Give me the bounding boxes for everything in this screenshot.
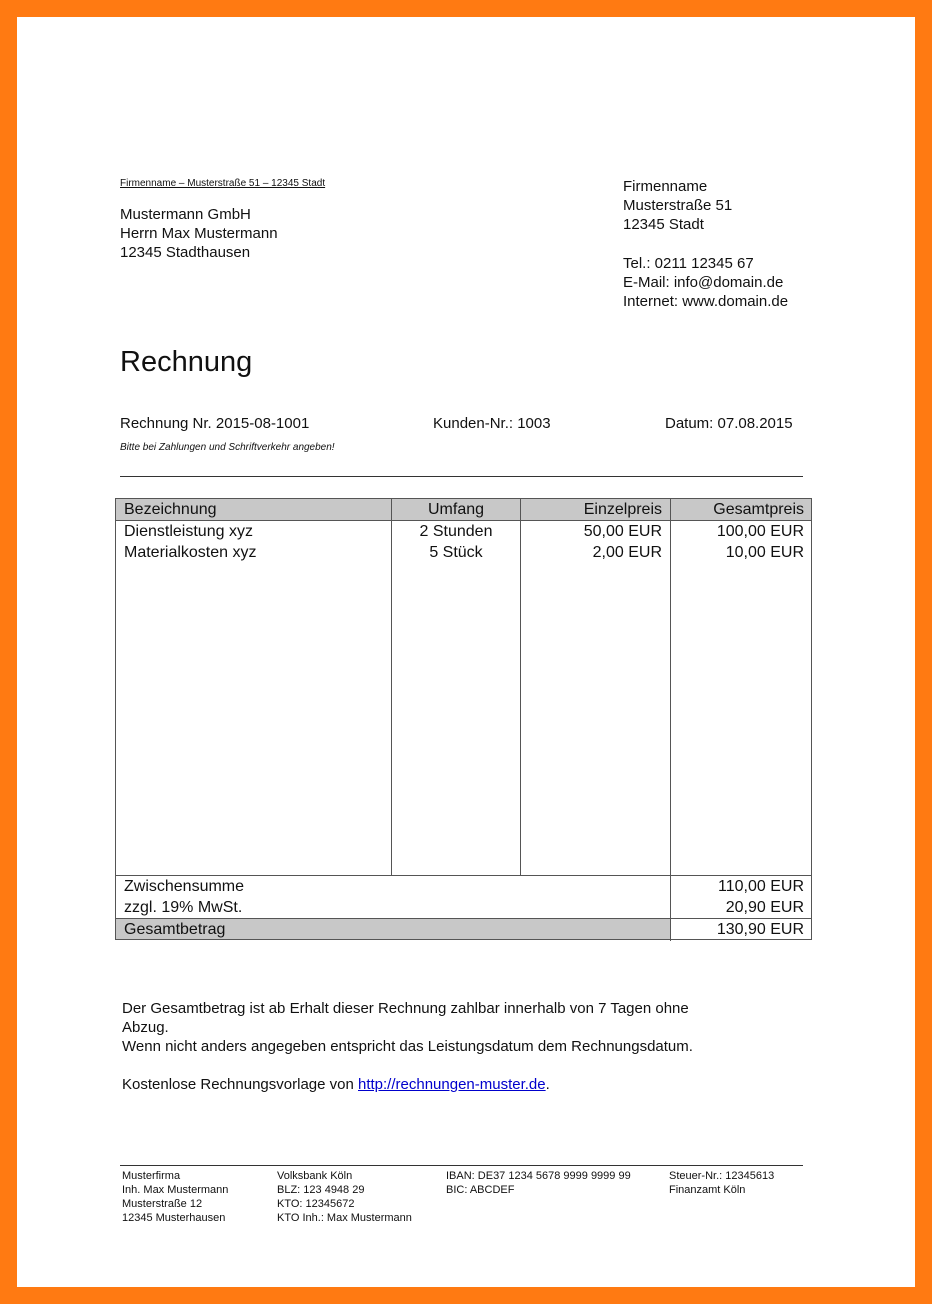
footer-text: BIC: ABCDEF (446, 1184, 515, 1196)
row-total-price: 100,00 EUR (716, 523, 804, 540)
footer-text: KTO: 12345672 (277, 1198, 355, 1210)
template-credit (122, 1075, 550, 1094)
header-umfang: Umfang (427, 501, 485, 518)
row-unit-price: 50,00 EUR (583, 523, 662, 540)
divider (120, 476, 803, 477)
service-date-note: Wenn nicht anders angegeben entspricht das Leistungsdatum dem Rechnungsdatum. (122, 1038, 693, 1055)
footer-text: Finanzamt Köln (669, 1184, 746, 1196)
payment-terms-line1: Der Gesamtbetrag ist ab Erhalt dieser Rechnung zahlbar innerhalb von 7 Tagen ohne (122, 1000, 689, 1017)
payment-terms-line2: Abzug. (122, 1019, 169, 1036)
subtotal-value: 110,00 EUR (718, 878, 804, 895)
row-unit-price: 2,00 EUR (592, 544, 662, 561)
recipient-line: Mustermann GmbH (120, 206, 251, 223)
footer-text: Volksbank Köln (277, 1170, 353, 1182)
company-email: E-Mail: info@domain.de (623, 274, 784, 291)
sender-return-line: Firmenname – Musterstraße 51 – 12345 Stadt (120, 178, 326, 189)
footer-divider (120, 1165, 803, 1166)
invoice-number: Rechnung Nr. 2015-08-1001 (120, 415, 310, 432)
tax-label: zzgl. 19% MwSt. (124, 899, 243, 916)
credit-suffix: . (545, 1076, 550, 1093)
footer-text: Steuer-Nr.: 12345613 (669, 1170, 775, 1182)
company-contact (623, 254, 788, 311)
subtotal-label: Zwischensumme (124, 878, 245, 895)
company-web: Internet: www.domain.de (623, 293, 789, 310)
document-title: Rechnung (120, 346, 253, 378)
invoice-date: Datum: 07.08.2015 (665, 415, 793, 432)
footer-text: IBAN: DE37 1234 5678 9999 9999 99 (446, 1170, 631, 1182)
footer-tax (669, 1169, 774, 1197)
header-einzelpreis: Einzelpreis (583, 501, 662, 518)
company-tel: Tel.: 0211 12345 67 (623, 255, 754, 272)
credit-prefix: Kostenlose Rechnungsvorlage von (122, 1076, 358, 1093)
footer-text: 12345 Musterhausen (122, 1212, 226, 1224)
row-total-price: 10,00 EUR (725, 544, 804, 561)
header-bezeichnung: Bezeichnung (124, 501, 217, 518)
company-name: Firmenname (623, 178, 708, 195)
footer-company (122, 1169, 228, 1225)
company-city: 12345 Stadt (623, 216, 704, 233)
template-link[interactable]: http://rechnungen-muster.de (358, 1076, 546, 1093)
footer-text: Musterfirma (122, 1170, 181, 1182)
reference-note: Bitte bei Zahlungen und Schriftverkehr angeben! (120, 442, 335, 453)
recipient-line: Herrn Max Mustermann (120, 225, 278, 242)
grand-total-value: 130,90 EUR (716, 921, 804, 938)
invoice-table (115, 498, 812, 940)
footer-bank (277, 1169, 412, 1225)
company-address (623, 177, 732, 234)
row-description: Materialkosten xyz (124, 544, 257, 561)
grand-total-label: Gesamtbetrag (124, 921, 226, 938)
footer-text: BLZ: 123 4948 29 (277, 1184, 365, 1196)
row-quantity: 2 Stunden (419, 523, 493, 540)
recipient-line: 12345 Stadthausen (120, 244, 251, 261)
row-quantity: 5 Stück (429, 544, 483, 561)
customer-number: Kunden-Nr.: 1003 (433, 415, 551, 432)
tax-value: 20,90 EUR (725, 899, 804, 916)
footer-iban (446, 1169, 631, 1197)
footer-text: KTO Inh.: Max Mustermann (277, 1212, 412, 1224)
footer-text: Musterstraße 12 (122, 1198, 203, 1210)
footer-text: Inh. Max Mustermann (122, 1184, 229, 1196)
row-description: Dienstleistung xyz (124, 523, 253, 540)
recipient-address (120, 205, 278, 262)
header-gesamtpreis: Gesamtpreis (713, 501, 804, 518)
company-street: Musterstraße 51 (623, 197, 733, 214)
